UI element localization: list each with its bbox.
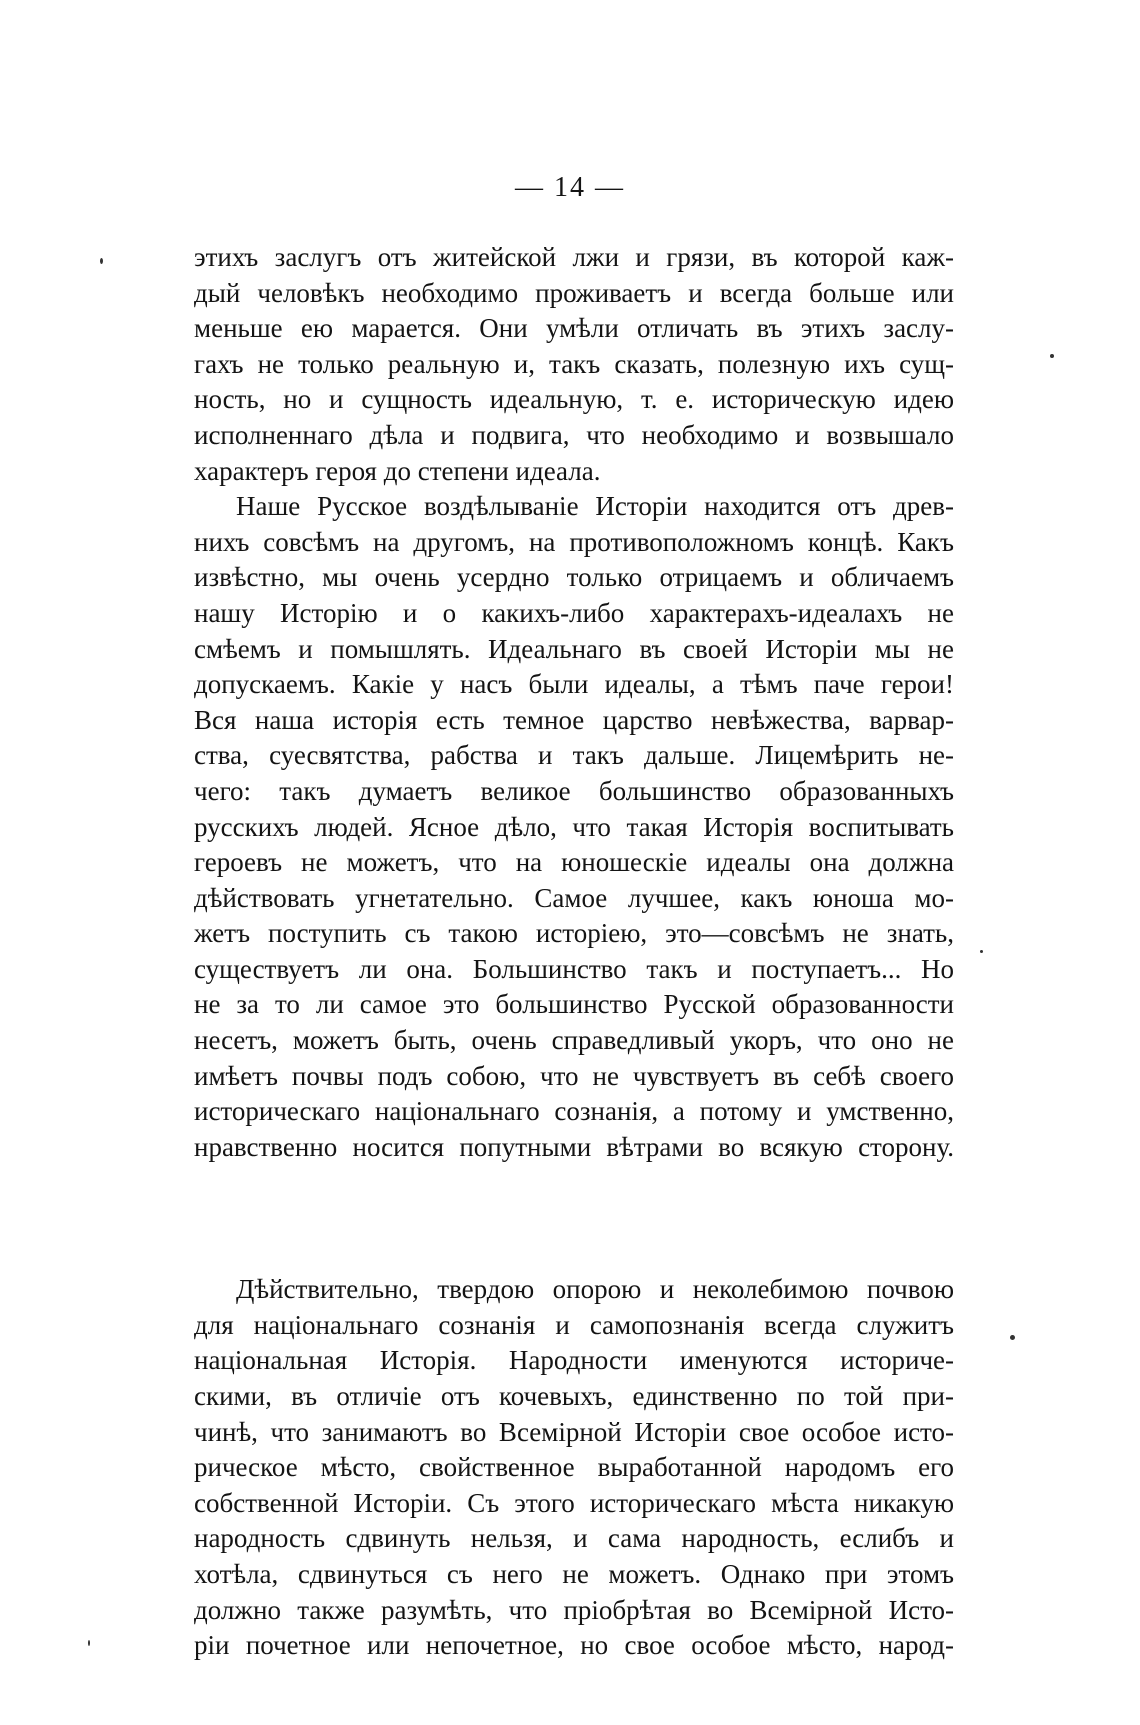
text-line: несетъ, можетъ быть, очень справедливый укоръ, что оно не: [194, 1025, 954, 1056]
text-line: меньше ею марается. Они умѣли отличать въ этихъ заслу-: [194, 313, 954, 344]
text-line: существуетъ ли она. Большинство такъ и поступаетъ... Но: [194, 953, 954, 984]
text-line: чинѣ, что занимаютъ во Всемірной Исторіи свое особое исто-: [194, 1416, 954, 1447]
paragraph-1: [194, 240, 954, 489]
text-line: національная Исторія. Народности именуются историче-: [194, 1345, 954, 1376]
text-line: рическое мѣсто, свойственное выработанной народомъ его: [194, 1452, 954, 1483]
text-line: [194, 1237, 954, 1273]
text-line: русскихъ людей. Ясное дѣло, что такая Исторія воспитывать: [194, 811, 954, 842]
text-line: допускаемъ. Какіе у насъ были идеалы, а тѣмъ паче герои!: [194, 669, 954, 700]
text-line: должно также разумѣть, что пріобрѣтая во Всемірной Исто-: [194, 1594, 954, 1625]
text-line: этихъ заслугъ отъ житейской лжи и грязи, въ которой каж-: [194, 242, 954, 272]
text-line: дый человѣкъ необходимо проживаетъ и всегда больше или: [194, 277, 954, 308]
text-line: [194, 1165, 954, 1201]
text-line: исполненнаго дѣла и подвига, что необходимо и возвышало: [194, 419, 954, 450]
scan-speck: [88, 1640, 90, 1646]
text-line: не за то ли самое это большинство Русской образованности: [194, 989, 954, 1020]
text-line: Наше Русское воздѣлываніе Исторіи находится отъ древ-: [236, 491, 954, 522]
text-line: для національнаго сознанія и самопознанія всегда служитъ: [194, 1309, 954, 1340]
text-line: историческаго національнаго сознанія, а потому и умственно,: [194, 1096, 954, 1127]
text-line: собственной Исторіи. Съ этого историческаго мѣста никакую: [194, 1487, 954, 1518]
text-line: характеръ героя до степени идеала.: [194, 455, 601, 486]
scan-speck: [100, 258, 103, 264]
scan-speck: [1050, 354, 1054, 358]
scan-speck: [980, 950, 983, 953]
text-line: чего: такъ думаетъ великое большинство образованныхъ: [194, 775, 954, 806]
body-text: [194, 240, 954, 1664]
paragraph-2: [194, 489, 954, 1272]
text-line: Дѣйствительно, твердою опорою и неколебимою почвою: [236, 1274, 954, 1305]
text-line: героевъ не можетъ, что на юношескіе идеалы она должна: [194, 847, 954, 878]
text-line: Вся наша исторія есть темное царство невѣжества, варвар-: [194, 704, 954, 735]
text-line: дѣйствовать угнетательно. Самое лучшее, какъ юноша мо-: [194, 882, 954, 913]
text-line: гахъ не только реальную и, такъ сказать, полезную ихъ сущ-: [194, 348, 954, 379]
text-line: жетъ поступить съ такою исторіею, это—совсѣмъ не знать,: [194, 918, 954, 949]
text-line: народность сдвинуть нельзя, и сама народность, еслибъ и: [194, 1523, 954, 1554]
text-line: имѣетъ почвы подъ собою, что не чувствуетъ въ себѣ своего: [194, 1060, 954, 1091]
text-line: [194, 1201, 954, 1237]
text-line: нравственно носится попутными вѣтрами во всякую сторону.: [194, 1131, 954, 1162]
text-line: ства, суесвятства, рабства и такъ дальше. Лицемѣрить не-: [194, 740, 954, 771]
text-line: смѣемъ и помышлять. Идеальнаго въ своей Исторіи мы не: [194, 633, 954, 664]
paragraph-3: [194, 1272, 954, 1664]
page-number: — 14 —: [515, 172, 625, 203]
text-line: хотѣла, сдвинуться съ него не можетъ. Однако при этомъ: [194, 1558, 954, 1589]
text-line: ность, но и сущность идеальную, т. е. историческую идею: [194, 384, 954, 415]
scan-speck: [1010, 1335, 1015, 1340]
text-line: скими, въ отличіе отъ кочевыхъ, единственно по той при-: [194, 1381, 954, 1411]
text-line: нихъ совсѣмъ на другомъ, на противоположномъ концѣ. Какъ: [194, 526, 954, 557]
text-line: ріи почетное или непочетное, но свое особое мѣсто, народ-: [194, 1630, 954, 1661]
text-line: извѣстно, мы очень усердно только отрицаемъ и обличаемъ: [194, 562, 954, 593]
text-line: нашу Исторію и о какихъ-либо характерахъ-идеалахъ не: [194, 597, 954, 628]
